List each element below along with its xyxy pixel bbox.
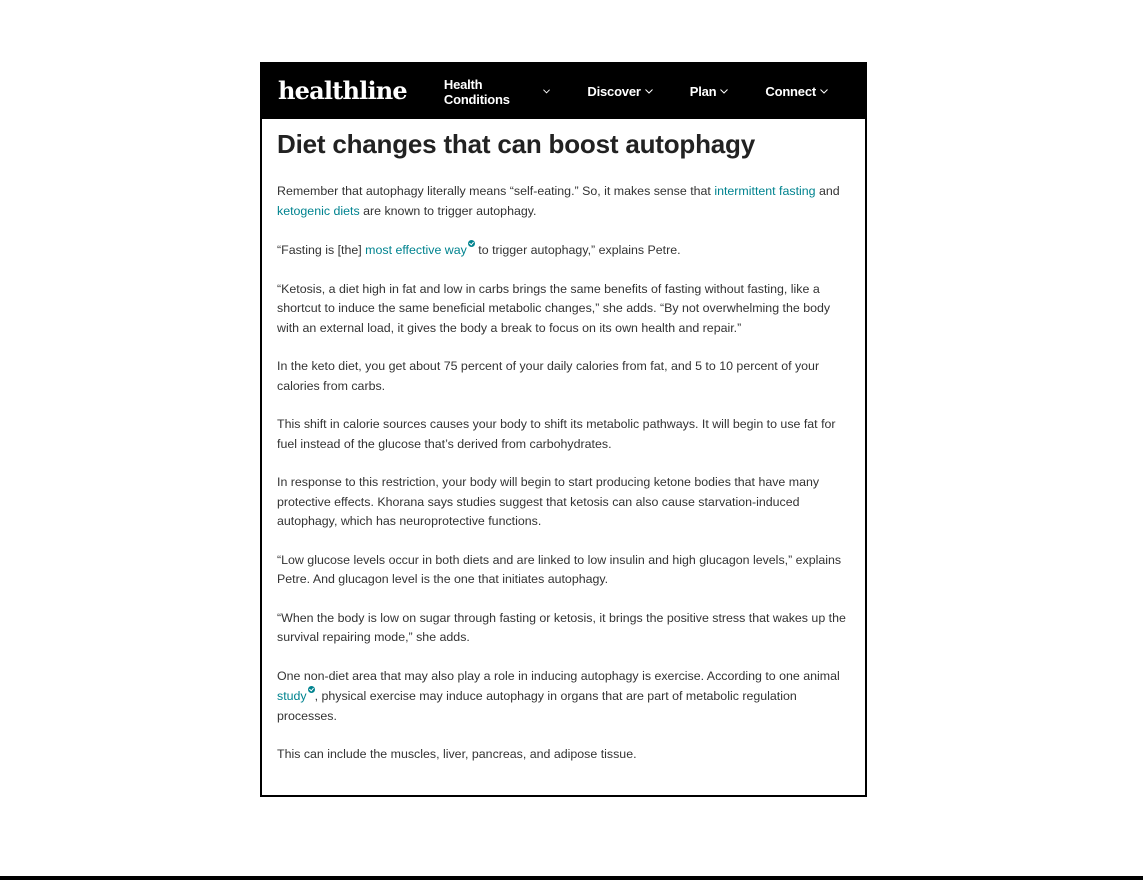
nav-connect[interactable]: [765, 84, 828, 99]
top-navigation-bar: [262, 64, 865, 119]
paragraph-1: [277, 182, 849, 221]
verified-source-icon[interactable]: [308, 686, 315, 693]
text-span: to trigger autophagy,” explains Petre.: [474, 243, 681, 257]
text-span: and: [815, 184, 840, 198]
chevron-down-icon: [645, 89, 653, 94]
text-span: Remember that autophagy literally means “self-eating.” So, it makes sense that: [277, 184, 715, 198]
text-span: , physical exercise may induce autophagy in organs that are part of metabolic regulation processes.: [277, 689, 797, 723]
nav-label: Discover: [587, 84, 641, 99]
healthline-logo[interactable]: healthline: [278, 75, 407, 105]
paragraph-6: In response to this restriction, your body will begin to start producing ketone bodies that have many protective effects. Khorana says studies suggest that ketosis can also cause starvation-induced autophagy, which has neuroprotective functions.: [277, 475, 820, 528]
nav-label: Health Conditions: [443, 76, 510, 107]
most-effective-way-link[interactable]: most effective way: [365, 243, 467, 257]
nav-plan[interactable]: [690, 84, 729, 99]
verified-source-icon[interactable]: [468, 240, 475, 247]
text-span: “Fasting is [the]: [277, 243, 366, 257]
bottom-divider: [0, 876, 1143, 880]
paragraph-5: This shift in calorie sources causes your body to shift its metabolic pathways. It will begin to use fat for fuel instead of the glucose that’s derived from carbohydrates.: [277, 417, 836, 451]
nav-label: Plan: [689, 84, 717, 99]
nav-discover[interactable]: [587, 84, 652, 99]
paragraph-9: [277, 667, 849, 727]
intermittent-fasting-link[interactable]: intermittent fasting: [714, 184, 816, 198]
text-span: One non-diet area that may also play a role in inducing autophagy is exercise. According to one animal: [277, 668, 840, 683]
paragraph-10: This can include the muscles, liver, pancreas, and adipose tissue.: [277, 747, 637, 761]
chevron-down-icon: [820, 89, 828, 94]
article-body: [262, 119, 865, 765]
paragraph-4: In the keto diet, you get about 75 percent of your daily calories from fat, and 5 to 10 percent of your calories from carbs.: [277, 359, 820, 393]
chevron-down-icon: [720, 89, 728, 94]
paragraph-7: “Low glucose levels occur in both diets and are linked to low insulin and high glucagon levels,” explains Petre. And glucagon level is the one that initiates autophagy.: [277, 552, 842, 586]
chevron-down-icon: [543, 89, 550, 94]
nav-label: Connect: [765, 84, 816, 99]
text-span: are known to trigger autophagy.: [359, 203, 537, 218]
paragraph-3: “Ketosis, a diet high in fat and low in carbs brings the same benefits of fasting without fasting, like a shortcut to induce the same beneficial metabolic changes,” she adds. “By not overwhelming the body with an external load, it gives the body a break to focus on its own health and repair.”: [277, 281, 831, 335]
article-heading: Diet changes that can boost autophagy: [277, 129, 755, 159]
article-screenshot-frame: [260, 62, 867, 797]
ketogenic-diets-link[interactable]: ketogenic diets: [277, 203, 360, 218]
paragraph-2: [277, 240, 849, 261]
nav-health-conditions[interactable]: [444, 77, 551, 107]
study-link[interactable]: study: [277, 689, 307, 703]
paragraph-8: “When the body is low on sugar through fasting or ketosis, it brings the positive stress that wakes up the survival repairing mode,” she adds.: [277, 610, 846, 644]
